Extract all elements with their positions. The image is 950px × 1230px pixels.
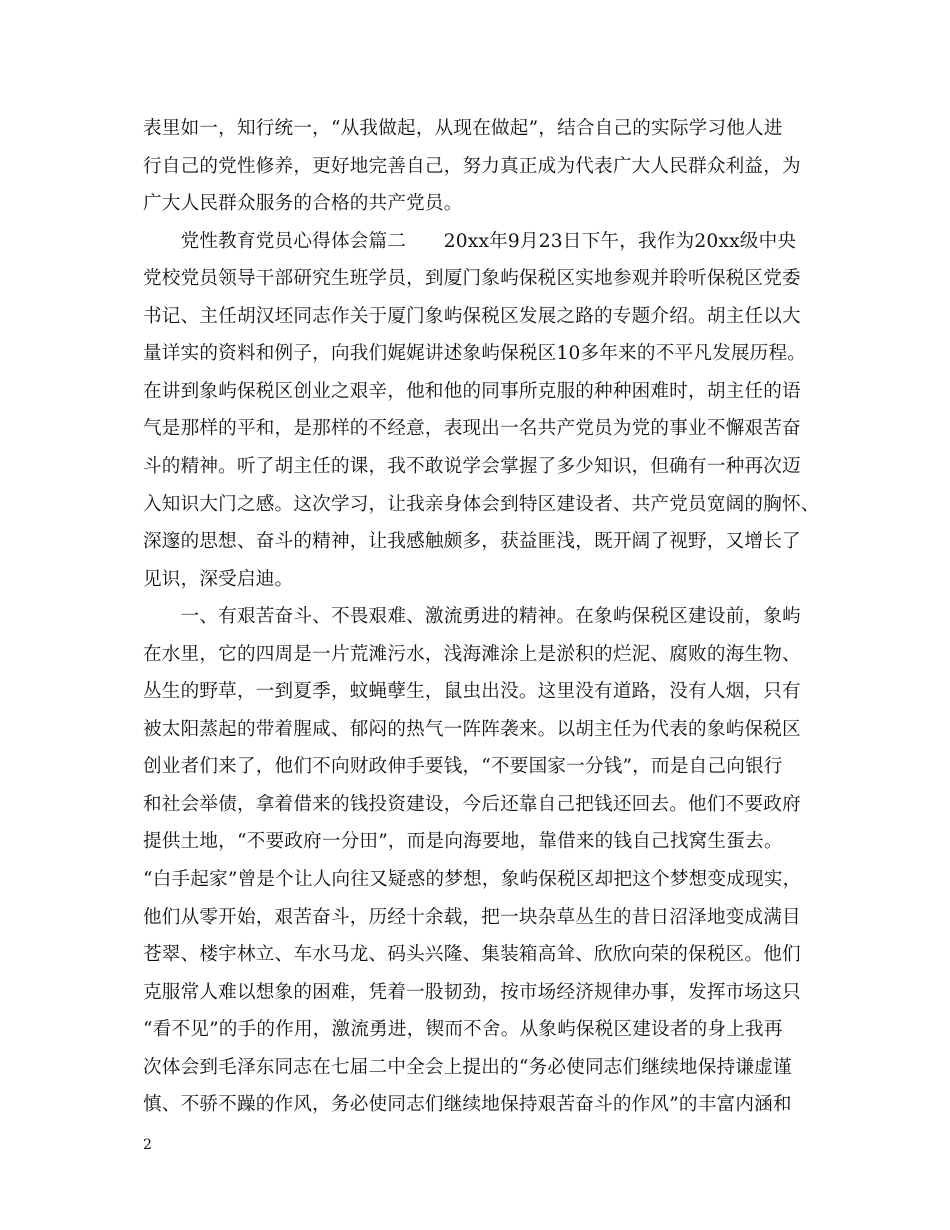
text-line: 他们从零开始，艰苦奋斗，历经十余载，把一块杂草丛生的昔日沼泽地变成满目: [143, 906, 801, 928]
text-line: 在水里，它的四周是一片荒滩污水，浅海滩涂上是淤积的烂泥、腐败的海生物、: [143, 643, 801, 665]
text-line: 一、有艰苦奋斗、不畏艰难、激流勇进的精神。在象屿保税区建设前，象屿: [143, 606, 801, 628]
text-line: 入知识大门之感。这次学习，让我亲身体会到特区建设者、共产党员宽阔的胸怀、: [143, 493, 820, 515]
text-line: 党性教育党员心得体会篇二 20xx年9月23日下午，我作为20xx级中央: [143, 230, 797, 252]
text-line: 斗的精神。听了胡主任的课，我不敢说学会掌握了多少知识，但确有一种再次迈: [143, 455, 801, 477]
text-line: 书记、主任胡汉坯同志作关于厦门象屿保税区发展之路的专题介绍。胡主任以大: [143, 305, 801, 327]
text-line: 丛生的野草，一到夏季，蚊蝇孽生，鼠虫出没。这里没有道路，没有人烟，只有: [143, 681, 801, 703]
text-line: 苍翠、楼宇林立、车水马龙、码头兴隆、集装箱高耸、欣欣向荣的保税区。他们: [143, 944, 801, 966]
text-line: 提供土地，“不要政府一分田”，而是向海要地，靠借来的钱自己找窝生蛋去。: [143, 831, 783, 853]
text-line: 慎、不骄不躁的作风，务必使同志们继续地保持艰苦奋斗的作风”的丰富内涵和: [143, 1094, 792, 1116]
text-line: “看不见”的手的作用，激流勇进，锲而不舍。从象屿保税区建设者的身上我再: [143, 1019, 783, 1041]
text-line: “白手起家”曾是个让人向往又疑惑的梦想，象屿保税区却把这个梦想变成现实，: [143, 869, 802, 890]
text-line: 党校党员领导干部研究生班学员，到厦门象屿保税区实地参观并聆听保税区党委: [143, 268, 801, 290]
text-line: 气是那样的平和，是那样的不经意，表现出一名共产党员为党的事业不懈艰苦奋: [143, 418, 801, 440]
text-line: 创业者们来了，他们不向财政伸手要钱，“不要国家一分钱”，而是自己向银行: [143, 756, 783, 778]
text-line: 广大人民群众服务的合格的共产党员。: [143, 193, 463, 215]
text-line: 表里如一，知行统一，“从我做起，从现在做起”，结合自己的实际学习他人进: [143, 118, 783, 139]
text-line: 行自己的党性修养，更好地完善自己，努力真正成为代表广大人民群众利益，为: [143, 155, 801, 177]
text-line: 见识，深受启迪。: [143, 568, 294, 590]
text-line: 克服常人难以想象的困难，凭着一股韧劲，按市场经济规律办事，发挥市场这只: [143, 981, 801, 1003]
text-line: 次体会到毛泽东同志在七届二中全会上提出的“务必使同志们继续地保持谦虚谨: [143, 1056, 792, 1078]
text-line: 在讲到象屿保税区创业之艰辛，他和他的同事所克服的种种困难时，胡主任的语: [143, 380, 801, 402]
text-line: 量详实的资料和例子，向我们娓娓讲述象屿保税区10多年来的不平凡发展历程。: [143, 343, 807, 365]
text-line: 深邃的思想、奋斗的精神，让我感触颇多，获益匪浅，既开阔了视野，又增长了: [143, 531, 801, 553]
page-number: 2: [143, 1137, 152, 1153]
text-line: 和社会举债，拿着借来的钱投资建设，今后还靠自己把钱还回去。他们不要政府: [143, 793, 801, 815]
text-line: 被太阳蒸起的带着腥咸、郁闷的热气一阵阵袭来。以胡主任为代表的象屿保税区: [143, 718, 801, 740]
